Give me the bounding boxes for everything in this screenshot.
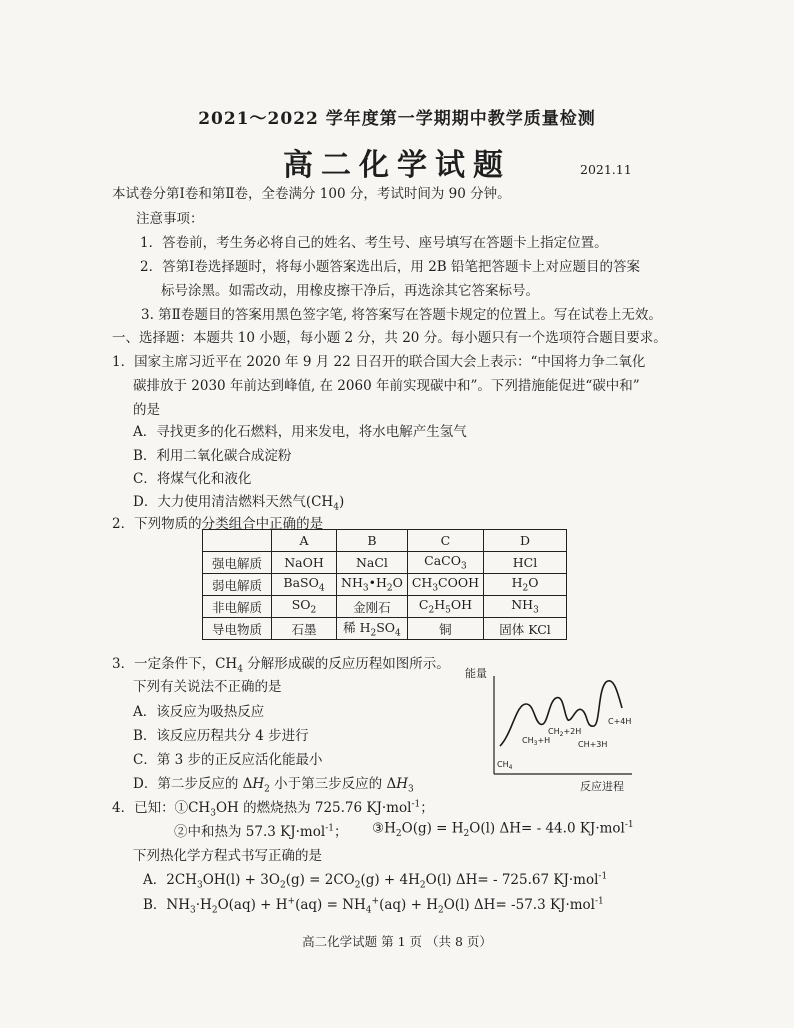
q3-option-b: B．该反应历程共分 4 步进行 [133,728,309,744]
state-label-5: C+4H [608,717,632,726]
q4-line2: ②中和热为 57.3 KJ·mol$^{-1}$； [174,823,348,840]
exam-date: 2021.11 [580,162,632,177]
q1-line2: 碳排放于 2030 年前达到峰值, 在 2060 年前实现碳中和”。下列措施能促进“碳中和” [133,378,640,394]
q2-stem: 2．下列物质的分类组合中正确的是 [112,516,324,532]
table-header-cell [203,530,272,552]
table-cell: CaCO$_3$ [407,552,483,574]
section-1-heading: 一、选择题：本题共 10 小题，每小题 2 分，共 20 分。每小题只有一个选项符合题目要求。 [112,330,667,346]
table-cell: $CH_3COOH$ [407,574,483,596]
table-header-cell: C [407,530,483,552]
table-row [203,618,567,640]
note-1: 1．答卷前，考生务必将自己的姓名、考生号、座号填写在答题卡上指定位置。 [140,235,608,251]
row-label: 导电物质 [203,618,272,640]
table-cell: 固体 KCl [484,618,567,640]
table-cell: $NH_3$ [484,596,567,618]
table-cell: HCl [484,552,567,574]
q4-line2-eq: $③H_2O(g) = H_2O(l)$ ΔH= - 44.0 KJ·mol$^{-1}$ [372,820,634,840]
q3-option-a: A．该反应为吸热反应 [133,704,265,720]
table-cell: $C_2H_5OH$ [407,596,483,618]
table-header-row [203,530,567,552]
classification-table [202,529,567,640]
energy-axis-label: 能量 [465,667,487,680]
subject-title: 高二化学试题 [283,148,511,183]
note-2b: 标号涂黑。如需改动，用橡皮擦干净后，再选涂其它答案标号。 [161,283,539,299]
q3-stem: 3．一定条件下，$CH_4$ 分解形成碳的反应历程如图所示。 [112,656,450,675]
table-cell: $SO_2$ [272,596,337,618]
table-header-cell: A [272,530,337,552]
state-label-4: CH+3H [578,740,608,749]
q4-option-a: A．$2CH_3OH(l) + 3O_2(g) = 2CO_2(g) + 4H_2O(l)$ ΔH= - 725.67 KJ·mol$^{-1}$ [143,871,608,891]
row-label: 弱电解质 [203,574,272,596]
table-cell: NaCl [337,552,408,574]
q4-line1: 4．已知：$①CH_3OH$ 的燃烧热为 725.76 KJ·mol$^{-1}$； [112,799,434,819]
notes-title: 注意事项： [136,211,204,227]
q1-option-d: D．大力使用清洁燃料天然气$(CH_4)$ [133,494,345,513]
table-header-cell: D [484,530,567,552]
state-label-2: $CH_3+H$ [522,736,551,747]
q1-line3: 的是 [133,402,160,418]
intro-text: 本试卷分第Ⅰ卷和第Ⅱ卷，全卷满分 100 分，考试时间为 90 分钟。 [112,186,511,202]
q1-option-a: A．寻找更多的化石燃料，用来发电，将水电解产生氢气 [133,424,467,440]
q3-line2: 下列有关说法不正确的是 [133,679,282,695]
q1-option-c: C．将煤气化和液化 [133,471,252,487]
q3-option-d: D．第二步反应的 $\Delta H_2$ 小于第三步反应的 $\Delta H_3$ [133,776,414,795]
q3-option-c: C．第 3 步的正反应活化能最小 [133,752,323,768]
q1-line1: 1．国家主席习近平在 2020 年 9 月 22 日召开的联合国大会上表示：“中国将力争二氧化 [112,354,646,370]
energy-profile-diagram [460,664,640,794]
table-row [203,596,567,618]
note-3: 3. 第Ⅱ卷题目的答案用黑色签字笔, 将答案写在答题卡规定的位置上。写在试卷上无效。 [141,307,662,323]
table-row [203,574,567,596]
state-label-3: $CH_2+2H$ [548,727,582,738]
table-cell: 铜 [407,618,483,640]
table-header-cell: B [337,530,408,552]
table-cell: 石墨 [272,618,337,640]
exam-title: 2021～2022 学年度第一学期期中教学质量检测 [198,109,596,129]
q4-option-b: B．$NH_3\cdot H_2O(aq) + H^+(aq) = NH_4^+(aq) + H_2O(l)$ ΔH= -57.3 KJ·mol$^{-1}$ [143,896,604,916]
page-footer: 高二化学试题 第 1 页 （共 8 页） [302,934,492,949]
table-cell: NaOH [272,552,337,574]
table-row [203,552,567,574]
row-label: 强电解质 [203,552,272,574]
q4-line3: 下列热化学方程式书写正确的是 [133,848,322,864]
table-cell: 金刚石 [337,596,408,618]
table-cell: BaSO$_4$ [272,574,337,596]
table-cell: 稀 $H_2SO_4$ [337,618,408,640]
q1-option-b: B．利用二氧化碳合成淀粉 [133,448,292,464]
table-cell: $H_2O$ [484,574,567,596]
state-label-1: $CH_4$ [497,760,513,771]
table-cell: $NH_3•H_2O$ [337,574,408,596]
note-2a: 2．答第Ⅰ卷选择题时，将每小题答案选出后，用 2B 铅笔把答题卡上对应题目的答案 [140,259,641,275]
row-label: 非电解质 [203,596,272,618]
reaction-axis-label: 反应进程 [580,780,624,793]
